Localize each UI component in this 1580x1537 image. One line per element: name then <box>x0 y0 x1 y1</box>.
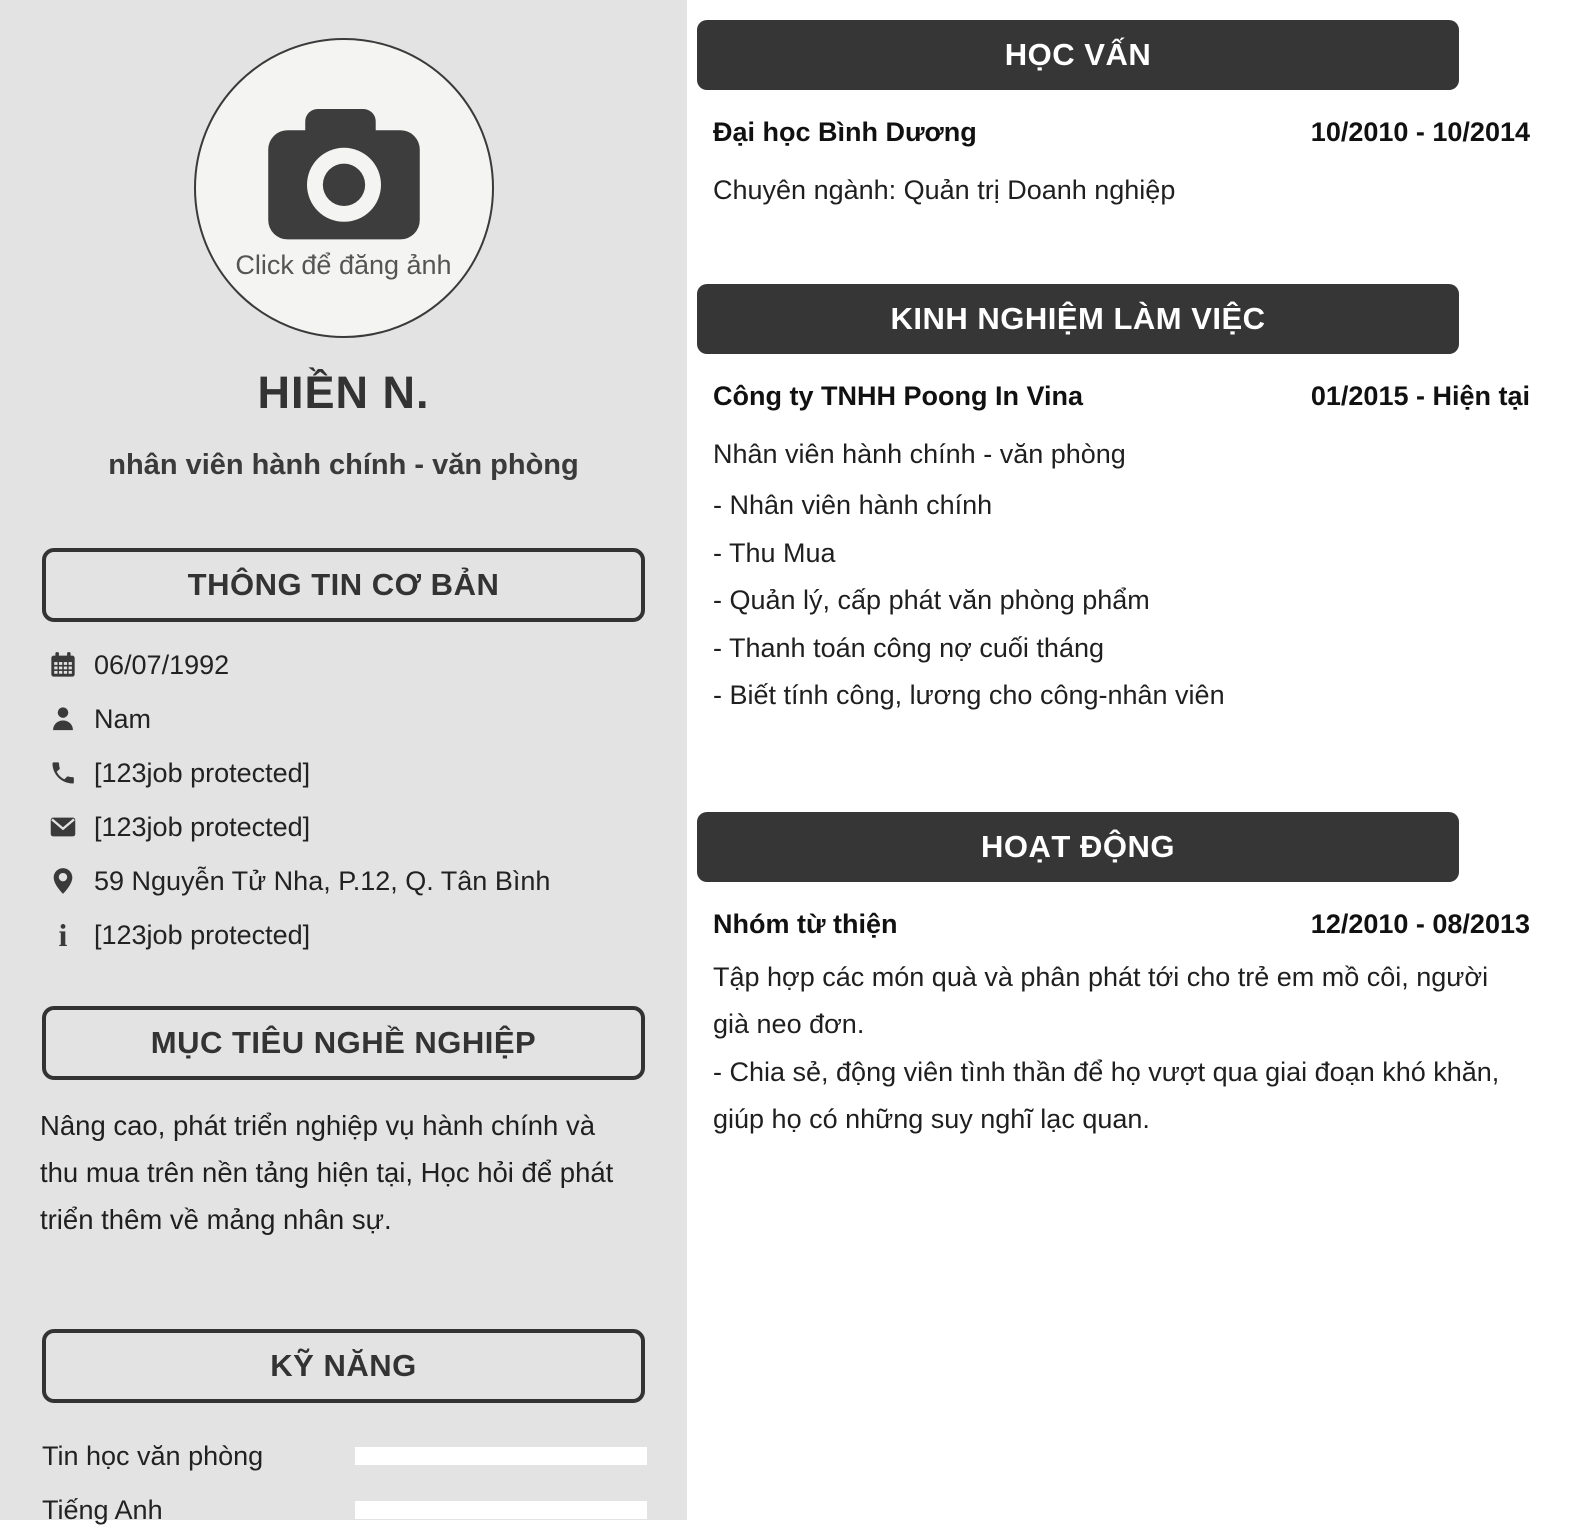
school-name: Đại học Bình Dương <box>713 117 977 147</box>
camera-icon <box>255 102 433 250</box>
info-icon: i <box>58 917 68 953</box>
phone-value: [123job protected] <box>94 757 311 788</box>
candidate-name: HIỀN N. <box>257 367 430 418</box>
section-heading-objective: MỤC TIÊU NGHỀ NGHIỆP <box>42 1006 645 1080</box>
duty-item: - Nhân viên hành chính <box>713 490 993 520</box>
cv-main-content <box>687 0 1580 1520</box>
experience-entry-head <box>713 380 1530 412</box>
skill-label: Tiếng Anh <box>42 1494 163 1525</box>
section-heading-skills: KỸ NĂNG <box>42 1329 645 1403</box>
education-date: 10/2010 - 10/2014 <box>1310 117 1530 147</box>
info-item-extra <box>48 908 687 962</box>
duty-item: - Thanh toán công nợ cuối tháng <box>713 632 1104 663</box>
location-icon <box>48 866 78 896</box>
education-detail: Chuyên ngành: Quản trị Doanh nghiệp <box>713 175 1176 205</box>
activities-date: 12/2010 - 08/2013 <box>1310 908 1530 939</box>
objective-text: Nâng cao, phát triển nghiệp vụ hành chính và thu mua trên nền tảng hiện tại, Học hỏi để phát triển thêm về mảng nhân sự. <box>40 1110 614 1235</box>
skills-list <box>0 1429 687 1537</box>
phone-icon <box>48 758 78 788</box>
activity-paragraph: Tập hợp các món quà và phân phát tới cho trẻ em mồ côi, người già neo đơn. <box>713 961 1489 1039</box>
info-item-email <box>48 800 687 854</box>
experience-position: Nhân viên hành chính - văn phòng <box>713 439 1126 469</box>
section-heading-basic-info: THÔNG TIN CƠ BẢN <box>42 548 645 622</box>
section-bar-activities: HOẠT ĐỘNG <box>697 812 1459 882</box>
education-entry-head <box>713 116 1530 148</box>
sidebar <box>0 0 687 1525</box>
email-icon <box>48 812 78 842</box>
skill-bar <box>355 1501 647 1519</box>
birthday-value: 06/07/1992 <box>94 649 230 680</box>
company-name: Công ty TNHH Poong In Vina <box>713 381 1083 411</box>
duty-item: - Quản lý, cấp phát văn phòng phẩm <box>713 585 1150 615</box>
activities-entry-head <box>713 908 1530 940</box>
skill-label: Tin học văn phòng <box>42 1440 264 1471</box>
section-bar-experience: KINH NGHIỆM LÀM VIỆC <box>697 284 1459 354</box>
email-value: [123job protected] <box>94 811 311 842</box>
extra-value: [123job protected] <box>94 919 311 950</box>
activity-group-name: Nhóm từ thiện <box>713 908 898 939</box>
person-icon <box>48 704 78 734</box>
experience-date: 01/2015 - Hiện tại <box>1310 381 1530 411</box>
duties-list <box>713 482 1530 720</box>
candidate-job-title: nhân viên hành chính - văn phòng <box>108 449 579 481</box>
skill-row-office <box>42 1429 647 1483</box>
info-item-address <box>48 854 687 908</box>
skill-bar <box>355 1447 647 1465</box>
basic-info-list <box>48 638 687 962</box>
activity-paragraph: - Chia sẻ, động viên tình thần để họ vượt qua giai đoạn khó khăn, giúp họ có những suy nghĩ lạc quan. <box>713 1056 1500 1134</box>
duty-item: - Biết tính công, lương cho công-nhân viên <box>713 680 1225 710</box>
info-item-gender <box>48 692 687 746</box>
duty-item: - Thu Mua <box>713 537 836 568</box>
address-value: 59 Nguyễn Tử Nha, P.12, Q. Tân Bình <box>94 865 551 896</box>
gender-value: Nam <box>94 703 152 734</box>
photo-upload-button[interactable] <box>194 38 494 338</box>
calendar-icon <box>48 650 78 680</box>
info-item-birthday <box>48 638 687 692</box>
photo-upload-caption: Click để đăng ảnh <box>235 249 452 280</box>
section-bar-education: HỌC VẤN <box>697 20 1459 90</box>
skill-row-english <box>42 1483 647 1537</box>
info-item-phone <box>48 746 687 800</box>
